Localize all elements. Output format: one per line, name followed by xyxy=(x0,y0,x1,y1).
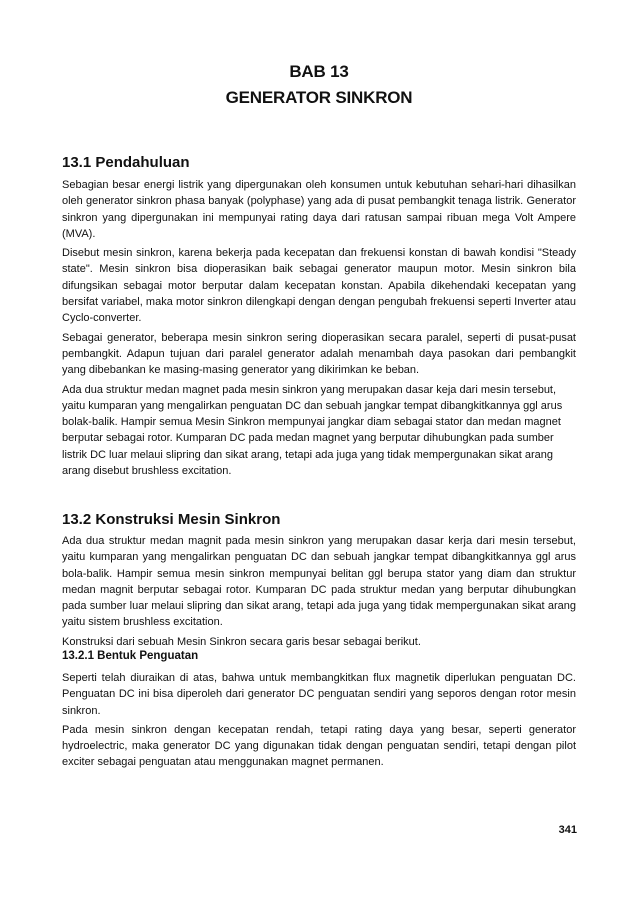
paragraph: Sebagian besar energi listrik yang dipergunakan oleh konsumen untuk kebutuhan sehari-hari dihasilkan oleh generator sinkron phasa banyak (polyphase) yang ada di pusat pembangkit tenaga listrik. Generator sinkron yang dipergunakan ini mempunyai rating daya dari ratusan sampai ribuan mega Volt Ampere (MVA). xyxy=(62,179,576,240)
paragraph: Disebut mesin sinkron, karena bekerja pada kecepatan dan frekuensi konstan di bawah kondisi "Steady state". Mesin sinkron bisa dioperasikan baik sebagai generator maupun motor. Mesin sinkron bila difungsikan sebagai motor berputar dalam kecepatan konstan. Apabila dikehendaki kecepatan yang bersifat variabel, maka motor sinkron dilengkapi dengan dengan pengubah frekuensi seperti Inverter atau Cyclo-converter. xyxy=(62,247,576,325)
section-body-pendahuluan xyxy=(62,177,576,482)
paragraph: Ada dua struktur medan magnet pada mesin sinkron yang merupakan dasar keja dari mesin tersebut, yaitu kumparan yang mengalirkan penguatan DC dan sebuah jangkar tempat dibangkitkannya ggl arus bolak-balik. Hampir semua Mesin Sinkron mempunyai jangkar diam sebagai stator dan medan magnet berputar sebagai rotor. Kumparan DC pada medan magnet yang berputar dihubungkan pada sumber listrik DC luar melaui slipring dan sikat arang, tetapi ada juga yang tidak mempergunakan sikat arang arang disebut brushless excitation. xyxy=(62,383,563,478)
subsection-body-bentuk-penguatan xyxy=(62,670,576,774)
paragraph: Seperti telah diuraikan di atas, bahwa untuk membangkitkan flux magnetik diperlukan penguatan DC. Penguatan DC ini bisa diperoleh dari generator DC penguatan sendiri yang seporos dengan rotor mesin sinkron. xyxy=(62,672,576,717)
section-heading-konstruksi: 13.2 Konstruksi Mesin Sinkron xyxy=(62,511,281,528)
chapter-number: BAB 13 xyxy=(289,62,349,81)
section-body-konstruksi xyxy=(62,533,576,653)
paragraph: Konstruksi dari sebuah Mesin Sinkron secara garis besar sebagai berikut. xyxy=(62,635,421,648)
paragraph: Pada mesin sinkron dengan kecepatan rendah, tetapi rating daya yang besar, seperti generator hydroelectric, maka generator DC yang digunakan tidak dengan penguatan sendiri, tetapi dengan pilot exciter sebagai penguatan atau menggunakan magnet permanen. xyxy=(62,723,576,769)
chapter-title: GENERATOR SINKRON xyxy=(225,88,413,107)
paragraph: Sebagai generator, beberapa mesin sinkron sering dioperasikan secara paralel, seperti di pusat-pusat pembangkit. Adapun tujuan dari paralel generator adalah menambah daya pasokan dari pembangkit yang dibebankan ke masing-masing generator yang dikirimkan ke beban. xyxy=(62,331,576,377)
paragraph: Ada dua struktur medan magnit pada mesin sinkron yang merupakan dasar kerja dari mesin tersebut, yaitu kumparan yang mengalirkan penguatan DC dan sebuah jangkar tempat dibangkitkannya ggl arus bola-balik. Hampir semua mesin sinkron mempunyai belitan ggl berupa stator yang diam dan struktur medan magnit berputar sebagai rotor. Kumparan DC pada struktur medan yang berputar dihubungkan pada sumber luar melaui slipring dan sikat arang, tetapi ada juga yang tidak mempergunakan sikat arang yaitu sistem brushless excitation. xyxy=(62,535,576,629)
section-heading-pendahuluan: 13.1 Pendahuluan xyxy=(62,154,190,171)
subsection-heading-bentuk-penguatan: 13.2.1 Bentuk Penguatan xyxy=(62,650,199,662)
page-number: 341 xyxy=(558,824,577,836)
